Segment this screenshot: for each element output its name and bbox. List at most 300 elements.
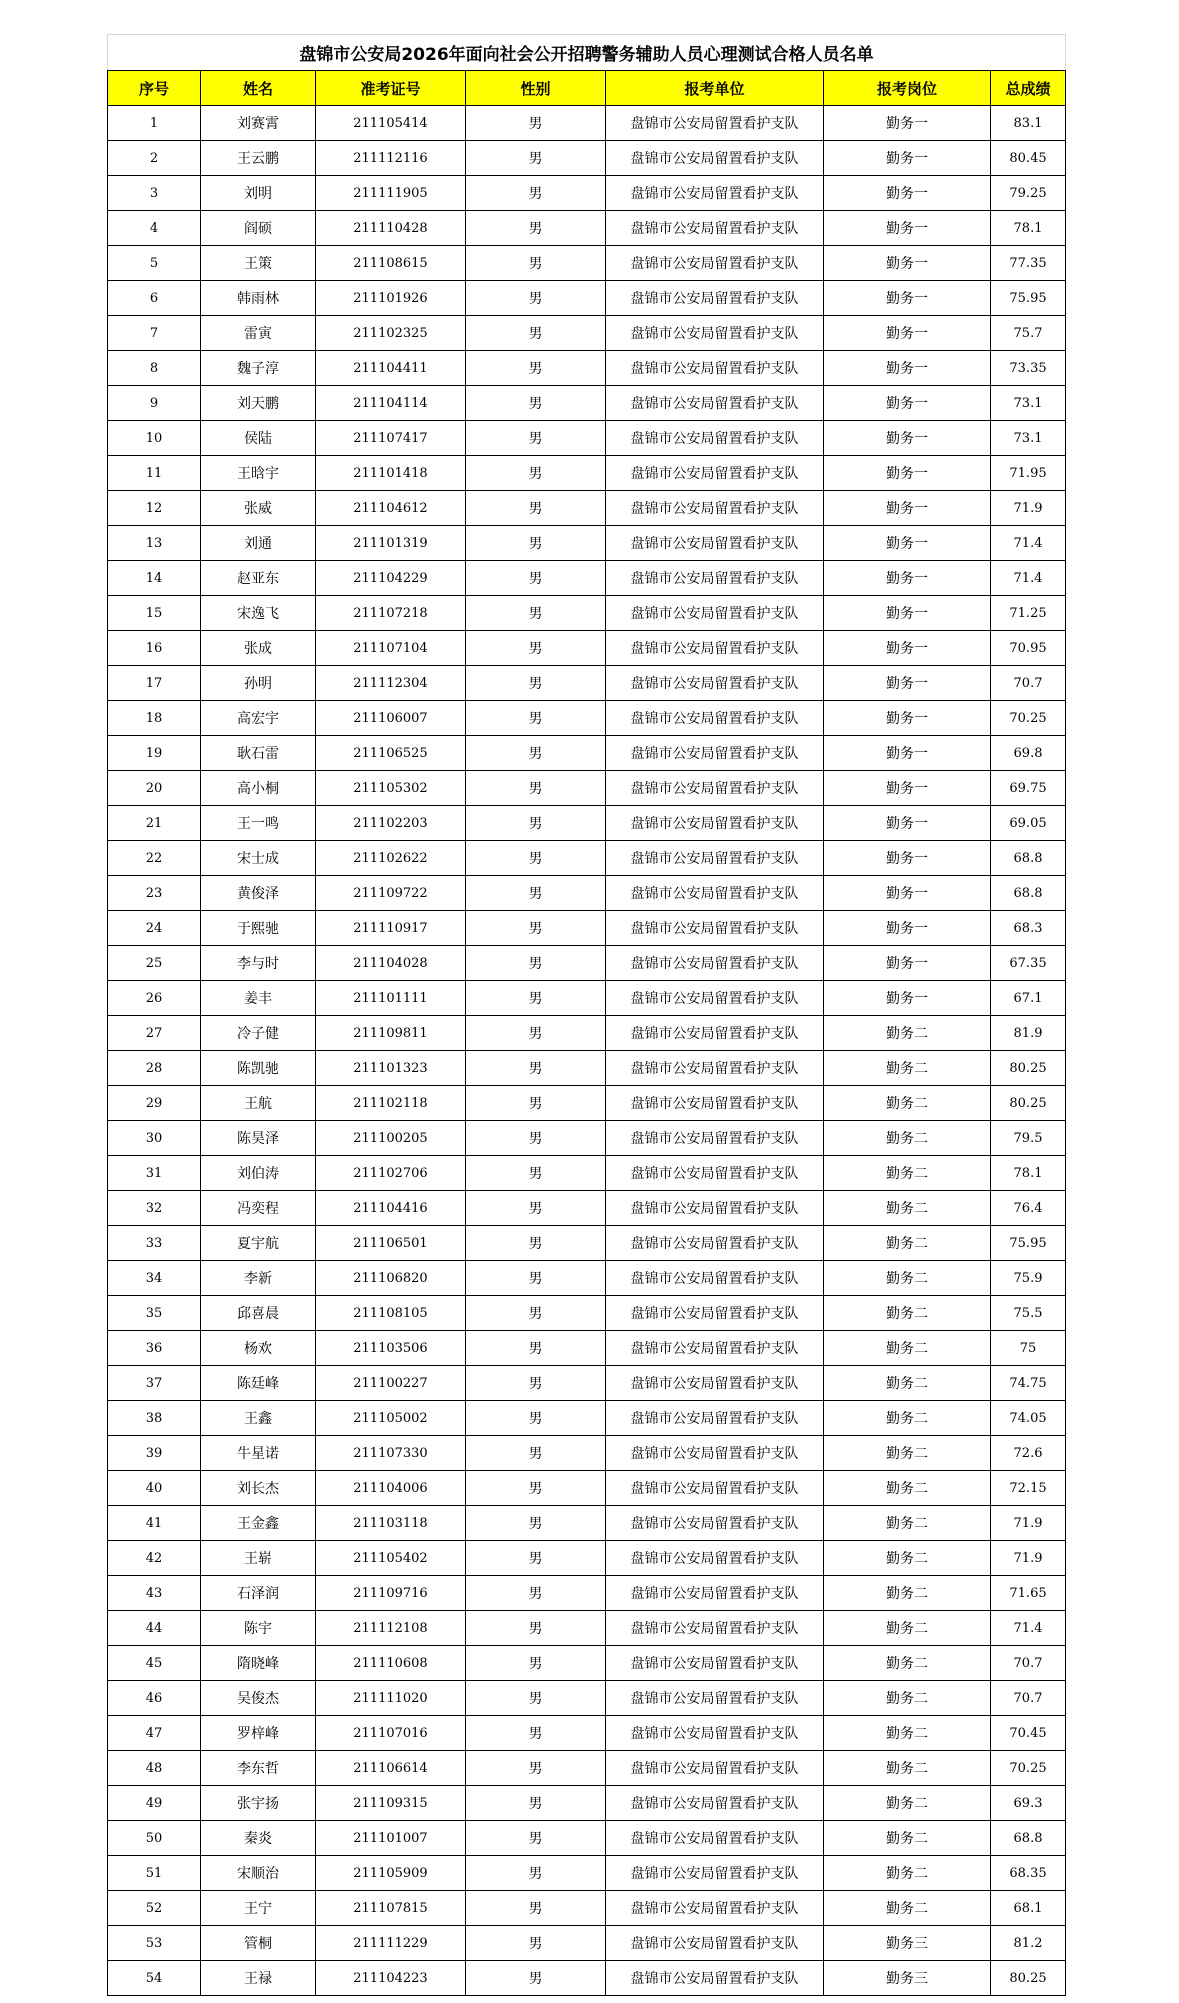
table-row <box>108 1786 1066 1821</box>
table-row <box>108 1401 1066 1436</box>
cell-position: 勤务二 <box>824 1821 991 1856</box>
table-row <box>108 211 1066 246</box>
cell-unit: 盘锦市公安局留置看护支队 <box>606 1646 824 1681</box>
cell-position: 勤务一 <box>824 421 991 456</box>
table-row <box>108 596 1066 631</box>
cell-unit: 盘锦市公安局留置看护支队 <box>606 141 824 176</box>
cell-exam-id: 211102118 <box>316 1086 466 1121</box>
cell-gender: 男 <box>466 281 606 316</box>
cell-gender: 男 <box>466 526 606 561</box>
table-row <box>108 1296 1066 1331</box>
cell-unit: 盘锦市公安局留置看护支队 <box>606 1121 824 1156</box>
roster-table <box>107 34 1066 1996</box>
table-row <box>108 1506 1066 1541</box>
cell-name: 吴俊杰 <box>201 1681 316 1716</box>
cell-index: 43 <box>108 1576 201 1611</box>
cell-name: 杨欢 <box>201 1331 316 1366</box>
cell-gender: 男 <box>466 841 606 876</box>
cell-name: 陈廷峰 <box>201 1366 316 1401</box>
cell-unit: 盘锦市公安局留置看护支队 <box>606 596 824 631</box>
cell-position: 勤务一 <box>824 141 991 176</box>
cell-gender: 男 <box>466 1436 606 1471</box>
cell-position: 勤务一 <box>824 176 991 211</box>
cell-score: 71.4 <box>991 561 1066 596</box>
cell-position: 勤务一 <box>824 876 991 911</box>
table-row <box>108 1366 1066 1401</box>
cell-exam-id: 211109716 <box>316 1576 466 1611</box>
cell-gender: 男 <box>466 1961 606 1996</box>
cell-index: 54 <box>108 1961 201 1996</box>
cell-gender: 男 <box>466 176 606 211</box>
cell-gender: 男 <box>466 771 606 806</box>
cell-name: 刘赛霄 <box>201 106 316 141</box>
cell-score: 75.95 <box>991 1226 1066 1261</box>
table-row <box>108 1716 1066 1751</box>
cell-unit: 盘锦市公安局留置看护支队 <box>606 946 824 981</box>
cell-score: 79.5 <box>991 1121 1066 1156</box>
cell-gender: 男 <box>466 1016 606 1051</box>
table-row <box>108 1541 1066 1576</box>
cell-index: 34 <box>108 1261 201 1296</box>
table-row <box>108 491 1066 526</box>
table-row <box>108 1751 1066 1786</box>
cell-exam-id: 211107218 <box>316 596 466 631</box>
cell-exam-id: 211106820 <box>316 1261 466 1296</box>
cell-gender: 男 <box>466 1611 606 1646</box>
cell-gender: 男 <box>466 491 606 526</box>
cell-position: 勤务二 <box>824 1296 991 1331</box>
cell-name: 王宁 <box>201 1891 316 1926</box>
cell-position: 勤务一 <box>824 631 991 666</box>
cell-exam-id: 211108615 <box>316 246 466 281</box>
cell-name: 王一鸣 <box>201 806 316 841</box>
cell-index: 10 <box>108 421 201 456</box>
cell-exam-id: 211101007 <box>316 1821 466 1856</box>
cell-unit: 盘锦市公安局留置看护支队 <box>606 1331 824 1366</box>
cell-unit: 盘锦市公安局留置看护支队 <box>606 1086 824 1121</box>
table-row <box>108 1191 1066 1226</box>
table-row <box>108 1156 1066 1191</box>
cell-position: 勤务二 <box>824 1366 991 1401</box>
cell-score: 71.4 <box>991 1611 1066 1646</box>
cell-name: 张宇扬 <box>201 1786 316 1821</box>
header-position: 报考岗位 <box>824 71 991 106</box>
cell-score: 73.1 <box>991 386 1066 421</box>
cell-index: 18 <box>108 701 201 736</box>
cell-position: 勤务二 <box>824 1681 991 1716</box>
cell-score: 73.35 <box>991 351 1066 386</box>
cell-index: 21 <box>108 806 201 841</box>
cell-exam-id: 211106007 <box>316 701 466 736</box>
cell-unit: 盘锦市公安局留置看护支队 <box>606 491 824 526</box>
cell-gender: 男 <box>466 1821 606 1856</box>
cell-exam-id: 211107016 <box>316 1716 466 1751</box>
cell-position: 勤务二 <box>824 1611 991 1646</box>
cell-unit: 盘锦市公安局留置看护支队 <box>606 1506 824 1541</box>
cell-unit: 盘锦市公安局留置看护支队 <box>606 1821 824 1856</box>
cell-gender: 男 <box>466 386 606 421</box>
table-row <box>108 1051 1066 1086</box>
cell-gender: 男 <box>466 1786 606 1821</box>
cell-unit: 盘锦市公安局留置看护支队 <box>606 1226 824 1261</box>
cell-unit: 盘锦市公安局留置看护支队 <box>606 1541 824 1576</box>
cell-score: 79.25 <box>991 176 1066 211</box>
cell-unit: 盘锦市公安局留置看护支队 <box>606 526 824 561</box>
header-name: 姓名 <box>201 71 316 106</box>
table-row <box>108 421 1066 456</box>
cell-score: 75.5 <box>991 1296 1066 1331</box>
cell-name: 姜丰 <box>201 981 316 1016</box>
cell-score: 70.45 <box>991 1716 1066 1751</box>
cell-position: 勤务一 <box>824 911 991 946</box>
header-exam-id: 准考证号 <box>316 71 466 106</box>
cell-exam-id: 211102706 <box>316 1156 466 1191</box>
cell-unit: 盘锦市公安局留置看护支队 <box>606 456 824 491</box>
cell-gender: 男 <box>466 1926 606 1961</box>
cell-exam-id: 211105402 <box>316 1541 466 1576</box>
table-row <box>108 1121 1066 1156</box>
table-row <box>108 176 1066 211</box>
cell-unit: 盘锦市公安局留置看护支队 <box>606 1786 824 1821</box>
table-row <box>108 456 1066 491</box>
cell-unit: 盘锦市公安局留置看护支队 <box>606 1576 824 1611</box>
cell-name: 张威 <box>201 491 316 526</box>
cell-score: 67.1 <box>991 981 1066 1016</box>
cell-unit: 盘锦市公安局留置看护支队 <box>606 771 824 806</box>
cell-unit: 盘锦市公安局留置看护支队 <box>606 1051 824 1086</box>
table-row <box>108 106 1066 141</box>
cell-index: 28 <box>108 1051 201 1086</box>
cell-unit: 盘锦市公安局留置看护支队 <box>606 631 824 666</box>
cell-position: 勤务一 <box>824 806 991 841</box>
cell-score: 71.9 <box>991 1506 1066 1541</box>
cell-gender: 男 <box>466 211 606 246</box>
cell-gender: 男 <box>466 666 606 701</box>
cell-exam-id: 211106525 <box>316 736 466 771</box>
cell-position: 勤务二 <box>824 1121 991 1156</box>
title-row <box>108 35 1066 71</box>
cell-unit: 盘锦市公安局留置看护支队 <box>606 1751 824 1786</box>
cell-name: 王晗宇 <box>201 456 316 491</box>
cell-gender: 男 <box>466 1576 606 1611</box>
cell-name: 孙明 <box>201 666 316 701</box>
cell-gender: 男 <box>466 561 606 596</box>
cell-index: 20 <box>108 771 201 806</box>
cell-position: 勤务二 <box>824 1331 991 1366</box>
cell-exam-id: 211100227 <box>316 1366 466 1401</box>
cell-score: 74.05 <box>991 1401 1066 1436</box>
cell-score: 69.75 <box>991 771 1066 806</box>
cell-exam-id: 211111020 <box>316 1681 466 1716</box>
cell-name: 管桐 <box>201 1926 316 1961</box>
table-row <box>108 806 1066 841</box>
cell-exam-id: 211109811 <box>316 1016 466 1051</box>
cell-gender: 男 <box>466 1191 606 1226</box>
cell-gender: 男 <box>466 596 606 631</box>
cell-unit: 盘锦市公安局留置看护支队 <box>606 1296 824 1331</box>
cell-position: 勤务一 <box>824 701 991 736</box>
cell-unit: 盘锦市公安局留置看护支队 <box>606 701 824 736</box>
cell-gender: 男 <box>466 1156 606 1191</box>
cell-score: 75.9 <box>991 1261 1066 1296</box>
cell-position: 勤务一 <box>824 491 991 526</box>
table-row <box>108 911 1066 946</box>
cell-exam-id: 211110608 <box>316 1646 466 1681</box>
cell-exam-id: 211106501 <box>316 1226 466 1261</box>
cell-index: 51 <box>108 1856 201 1891</box>
cell-position: 勤务二 <box>824 1086 991 1121</box>
table-row <box>108 876 1066 911</box>
cell-name: 王金鑫 <box>201 1506 316 1541</box>
cell-index: 14 <box>108 561 201 596</box>
cell-position: 勤务二 <box>824 1541 991 1576</box>
cell-exam-id: 211105909 <box>316 1856 466 1891</box>
cell-unit: 盘锦市公安局留置看护支队 <box>606 736 824 771</box>
cell-exam-id: 211101319 <box>316 526 466 561</box>
cell-position: 勤务一 <box>824 841 991 876</box>
cell-unit: 盘锦市公安局留置看护支队 <box>606 1856 824 1891</box>
cell-exam-id: 211109315 <box>316 1786 466 1821</box>
cell-position: 勤务三 <box>824 1926 991 1961</box>
table-row <box>108 631 1066 666</box>
cell-unit: 盘锦市公安局留置看护支队 <box>606 561 824 596</box>
cell-name: 阎硕 <box>201 211 316 246</box>
cell-gender: 男 <box>466 141 606 176</box>
cell-exam-id: 211101418 <box>316 456 466 491</box>
cell-position: 勤务二 <box>824 1436 991 1471</box>
cell-score: 71.65 <box>991 1576 1066 1611</box>
cell-gender: 男 <box>466 701 606 736</box>
table-row <box>108 561 1066 596</box>
cell-index: 27 <box>108 1016 201 1051</box>
cell-score: 77.35 <box>991 246 1066 281</box>
cell-exam-id: 211102325 <box>316 316 466 351</box>
cell-score: 68.8 <box>991 876 1066 911</box>
table-row <box>108 316 1066 351</box>
table-row <box>108 841 1066 876</box>
cell-exam-id: 211107417 <box>316 421 466 456</box>
cell-index: 25 <box>108 946 201 981</box>
cell-index: 29 <box>108 1086 201 1121</box>
cell-unit: 盘锦市公安局留置看护支队 <box>606 1261 824 1296</box>
cell-exam-id: 211101111 <box>316 981 466 1016</box>
cell-score: 72.15 <box>991 1471 1066 1506</box>
header-index: 序号 <box>108 71 201 106</box>
cell-index: 39 <box>108 1436 201 1471</box>
cell-gender: 男 <box>466 1261 606 1296</box>
table-row <box>108 1471 1066 1506</box>
cell-name: 牛星诺 <box>201 1436 316 1471</box>
cell-name: 耿石雷 <box>201 736 316 771</box>
cell-unit: 盘锦市公安局留置看护支队 <box>606 981 824 1016</box>
cell-score: 69.8 <box>991 736 1066 771</box>
cell-position: 勤务一 <box>824 666 991 701</box>
cell-exam-id: 211111905 <box>316 176 466 211</box>
cell-name: 王云鹏 <box>201 141 316 176</box>
cell-name: 王航 <box>201 1086 316 1121</box>
header-row <box>108 71 1066 106</box>
table-row <box>108 1611 1066 1646</box>
cell-index: 36 <box>108 1331 201 1366</box>
table-row <box>108 736 1066 771</box>
cell-unit: 盘锦市公安局留置看护支队 <box>606 841 824 876</box>
cell-position: 勤务二 <box>824 1401 991 1436</box>
table-row <box>108 1331 1066 1366</box>
cell-gender: 男 <box>466 316 606 351</box>
cell-index: 38 <box>108 1401 201 1436</box>
cell-exam-id: 211103118 <box>316 1506 466 1541</box>
cell-exam-id: 211102203 <box>316 806 466 841</box>
cell-unit: 盘锦市公安局留置看护支队 <box>606 1961 824 1996</box>
cell-index: 44 <box>108 1611 201 1646</box>
cell-gender: 男 <box>466 1226 606 1261</box>
cell-position: 勤务二 <box>824 1226 991 1261</box>
table-row <box>108 1856 1066 1891</box>
table-row <box>108 386 1066 421</box>
cell-score: 71.25 <box>991 596 1066 631</box>
cell-name: 陈昊泽 <box>201 1121 316 1156</box>
cell-exam-id: 211105002 <box>316 1401 466 1436</box>
cell-gender: 男 <box>466 876 606 911</box>
cell-position: 勤务一 <box>824 281 991 316</box>
cell-exam-id: 211107815 <box>316 1891 466 1926</box>
cell-index: 53 <box>108 1926 201 1961</box>
cell-score: 70.7 <box>991 666 1066 701</box>
cell-name: 韩雨林 <box>201 281 316 316</box>
cell-unit: 盘锦市公安局留置看护支队 <box>606 176 824 211</box>
cell-gender: 男 <box>466 1856 606 1891</box>
cell-gender: 男 <box>466 246 606 281</box>
cell-gender: 男 <box>466 1716 606 1751</box>
cell-gender: 男 <box>466 351 606 386</box>
cell-score: 67.35 <box>991 946 1066 981</box>
cell-exam-id: 211104223 <box>316 1961 466 1996</box>
cell-name: 邱喜晨 <box>201 1296 316 1331</box>
cell-index: 31 <box>108 1156 201 1191</box>
cell-score: 68.1 <box>991 1891 1066 1926</box>
cell-unit: 盘锦市公安局留置看护支队 <box>606 1891 824 1926</box>
cell-score: 68.3 <box>991 911 1066 946</box>
cell-score: 78.1 <box>991 211 1066 246</box>
cell-position: 勤务一 <box>824 106 991 141</box>
cell-name: 秦炎 <box>201 1821 316 1856</box>
cell-index: 3 <box>108 176 201 211</box>
cell-score: 80.25 <box>991 1086 1066 1121</box>
cell-score: 68.35 <box>991 1856 1066 1891</box>
cell-exam-id: 211104411 <box>316 351 466 386</box>
cell-position: 勤务一 <box>824 981 991 1016</box>
cell-position: 勤务二 <box>824 1016 991 1051</box>
cell-exam-id: 211104028 <box>316 946 466 981</box>
cell-score: 76.4 <box>991 1191 1066 1226</box>
cell-name: 魏子淳 <box>201 351 316 386</box>
table-row <box>108 1891 1066 1926</box>
cell-unit: 盘锦市公安局留置看护支队 <box>606 1681 824 1716</box>
cell-gender: 男 <box>466 1051 606 1086</box>
cell-index: 8 <box>108 351 201 386</box>
cell-index: 40 <box>108 1471 201 1506</box>
cell-score: 72.6 <box>991 1436 1066 1471</box>
cell-index: 11 <box>108 456 201 491</box>
cell-exam-id: 211104416 <box>316 1191 466 1226</box>
table-row <box>108 946 1066 981</box>
cell-score: 71.9 <box>991 491 1066 526</box>
cell-exam-id: 211105414 <box>316 106 466 141</box>
cell-name: 黄俊泽 <box>201 876 316 911</box>
cell-exam-id: 211103506 <box>316 1331 466 1366</box>
cell-name: 李东哲 <box>201 1751 316 1786</box>
cell-position: 勤务一 <box>824 771 991 806</box>
cell-gender: 男 <box>466 1506 606 1541</box>
cell-unit: 盘锦市公安局留置看护支队 <box>606 1191 824 1226</box>
cell-position: 勤务二 <box>824 1716 991 1751</box>
table-row <box>108 1961 1066 1996</box>
table-row <box>108 1226 1066 1261</box>
cell-unit: 盘锦市公安局留置看护支队 <box>606 1611 824 1646</box>
cell-exam-id: 211112304 <box>316 666 466 701</box>
cell-name: 石泽润 <box>201 1576 316 1611</box>
table-row <box>108 981 1066 1016</box>
cell-name: 刘伯涛 <box>201 1156 316 1191</box>
cell-score: 80.25 <box>991 1051 1066 1086</box>
table-row <box>108 1086 1066 1121</box>
cell-name: 高宏宇 <box>201 701 316 736</box>
cell-score: 73.1 <box>991 421 1066 456</box>
cell-unit: 盘锦市公安局留置看护支队 <box>606 106 824 141</box>
cell-name: 王崭 <box>201 1541 316 1576</box>
cell-exam-id: 211102622 <box>316 841 466 876</box>
cell-score: 81.9 <box>991 1016 1066 1051</box>
cell-exam-id: 211109722 <box>316 876 466 911</box>
cell-unit: 盘锦市公安局留置看护支队 <box>606 246 824 281</box>
cell-index: 6 <box>108 281 201 316</box>
cell-gender: 男 <box>466 106 606 141</box>
cell-score: 80.45 <box>991 141 1066 176</box>
table-row <box>108 1926 1066 1961</box>
cell-score: 75.95 <box>991 281 1066 316</box>
cell-gender: 男 <box>466 421 606 456</box>
cell-name: 于熙驰 <box>201 911 316 946</box>
cell-position: 勤务二 <box>824 1261 991 1296</box>
cell-index: 15 <box>108 596 201 631</box>
cell-unit: 盘锦市公安局留置看护支队 <box>606 806 824 841</box>
cell-unit: 盘锦市公安局留置看护支队 <box>606 1926 824 1961</box>
header-unit: 报考单位 <box>606 71 824 106</box>
cell-gender: 男 <box>466 1296 606 1331</box>
cell-gender: 男 <box>466 1471 606 1506</box>
cell-gender: 男 <box>466 946 606 981</box>
cell-exam-id: 211110917 <box>316 911 466 946</box>
cell-position: 勤务二 <box>824 1891 991 1926</box>
cell-unit: 盘锦市公安局留置看护支队 <box>606 1716 824 1751</box>
cell-exam-id: 211104229 <box>316 561 466 596</box>
table-row <box>108 526 1066 561</box>
cell-position: 勤务二 <box>824 1471 991 1506</box>
cell-index: 22 <box>108 841 201 876</box>
cell-index: 46 <box>108 1681 201 1716</box>
cell-index: 35 <box>108 1296 201 1331</box>
table-row <box>108 1821 1066 1856</box>
cell-exam-id: 211106614 <box>316 1751 466 1786</box>
cell-name: 王鑫 <box>201 1401 316 1436</box>
cell-position: 勤务一 <box>824 211 991 246</box>
cell-unit: 盘锦市公安局留置看护支队 <box>606 281 824 316</box>
cell-name: 李与时 <box>201 946 316 981</box>
cell-position: 勤务一 <box>824 561 991 596</box>
cell-position: 勤务一 <box>824 246 991 281</box>
cell-index: 7 <box>108 316 201 351</box>
cell-index: 45 <box>108 1646 201 1681</box>
